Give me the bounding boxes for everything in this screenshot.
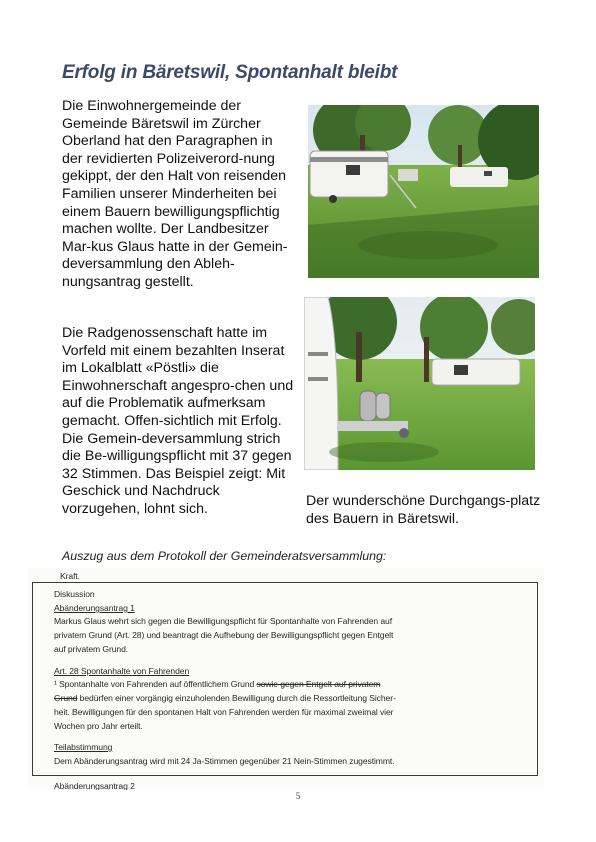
scan-line: Dem Abänderungsantrag wird mit 24 Ja-Stimmen gegenüber 21 Nein-Stimmen zugestimmt. [54, 756, 395, 766]
article-paragraph-1: Die Einwohnergemeinde der Gemeinde Bäretswil im Zürcher Oberland hat den Paragraphen in der revidierten Polizeiverord-nung gekippt, der den Halt von reisenden Familien unserer Minderheiten bei einem Bauern bewilligungspflichtig machen wollte. Der Landbesitzer Mar-kus Glaus hatte in der Gemein-deversammlung den Ableh-nungsantrag gestellt. [62, 98, 288, 290]
protocol-excerpt-scan [28, 568, 544, 790]
scan-line: Markus Glaus wehrt sich gegen die Bewilligungspflicht für Spontanhalte von Fahrenden auf [54, 616, 393, 626]
article-title: Erfolg in Bäretswil, Spontanhalt bleibt [62, 62, 398, 83]
scan-line: Art. 28 Spontanhalte von Fahrenden [54, 666, 190, 676]
scan-line: Teilabstimmung [54, 742, 113, 752]
campsite-photo-2 [304, 297, 535, 470]
scan-line: privatem Grund (Art. 28) und beantragt die Aufhebung der Bewilligungspflicht gegen Entgelt [54, 630, 394, 640]
scan-line: Wochen pro Jahr erteilt. [54, 721, 143, 731]
article-paragraph-2: Die Radgenossenschaft hatte im Vorfeld mit einem bezahlten Inserat im Lokalblatt «Pöstli» die Einwohnerschaft angespro-chen und auf die Problematik aufmerksam gemacht. Offen-sichtlich mit Erfolg. Die Gemein-deversammlung strich die Be-willigungspflicht mit 37 gegen 32 Stimmen. Das Beispiel zeigt: Mit Geschick und Nachdruck vorzugehen, lohnt sich. [62, 325, 294, 517]
scan-line: Abänderungsantrag 2 [54, 781, 135, 790]
campsite-photo-1-image [308, 105, 539, 278]
scan-line: auf privatem Grund. [54, 644, 129, 654]
photo-caption: Der wunderschöne Durchgangs-platz des Bauern in Bäretswil. [306, 493, 541, 527]
campsite-photo-2-image [304, 297, 535, 470]
scan-line: ¹ Spontanhalte von Fahrenden auf öffentlichem Grund sowie gegen Entgelt auf privatem [54, 679, 381, 689]
scan-line: Grund bedürfen einer vorgängig einzuholenden Bewilligung durch die Ressortleitung Sicher- [54, 693, 396, 703]
scan-line: Diskussion [54, 589, 95, 599]
page-number: 5 [295, 791, 301, 801]
scan-line: heit. Bewilligungen für den spontanen Halt von Fahrenden werden für maximal zweimal vier [54, 707, 394, 717]
campsite-photo-1 [308, 105, 539, 278]
excerpt-label: Auszug aus dem Protokoll der Gemeinderatsversammlung: [62, 549, 387, 563]
scan-line: Kraft. [60, 571, 80, 581]
scan-line: Abänderungsantrag 1 [54, 603, 135, 613]
